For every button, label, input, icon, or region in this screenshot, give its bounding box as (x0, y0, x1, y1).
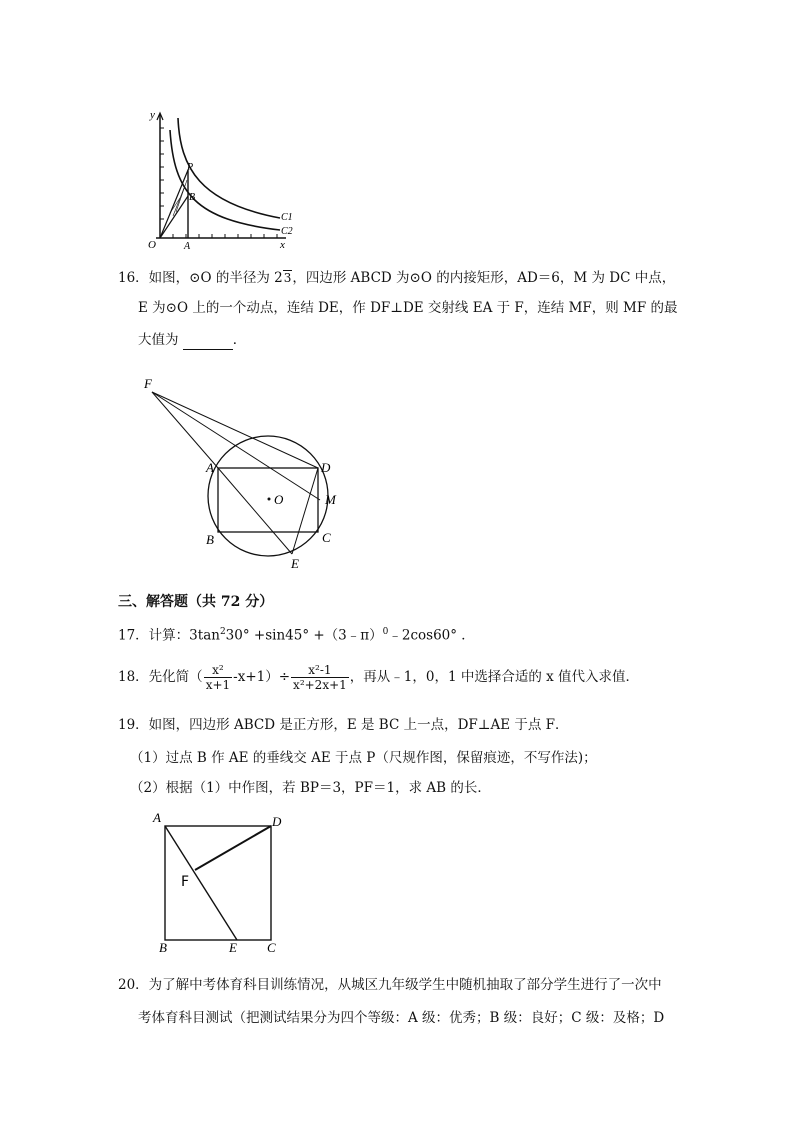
q20-line1: 20．为了解中考体育科目训练情况，从城区九年级学生中随机抽取了部分学生进行了一次中 (118, 977, 662, 993)
q17-exp2: 0 (382, 627, 389, 637)
q18-post: ，再从﹣1，0，1 中选择合适的 x 值代入求值． (349, 669, 640, 685)
square-figure (145, 808, 295, 958)
q16-line3-end: ． (232, 332, 247, 348)
q17-pre: 17．计算：3tan (118, 627, 220, 644)
fig19-label-d: D (272, 814, 282, 829)
fig19-label-b: B (159, 940, 167, 955)
fig16-label-b: B (206, 532, 214, 547)
q18-f1-num: x² (204, 663, 232, 678)
q16-line1-post: ，四边形 ABCD 为⊙O 的内接矩形，AD＝6，M 为 DC 中点， (292, 270, 676, 286)
fig16-label-d: D (321, 460, 331, 475)
q17-exp1: 2 (219, 627, 226, 637)
q20-line2: 考体育科目测试（把测试结果分为四个等级：A 级：优秀；B 级：良好；C 级：及格；D (138, 1010, 665, 1026)
fig19-label-f: F (181, 874, 190, 890)
q16-line2: E 为⊙O 上的一个动点，连结 DE，作 DF⊥DE 交射线 EA 于 F，连结 MF，则 MF 的最 (138, 300, 678, 316)
fig16-label-a: A (206, 460, 214, 475)
q18-mid: -x+1）÷ (233, 669, 291, 685)
q16-line1 (118, 268, 675, 288)
q17-mid: 30° +sin45° +（3﹣π） (225, 627, 383, 644)
circle-rectangle-figure (140, 372, 350, 572)
fig16-label-o: O (274, 492, 284, 507)
label-c1: C1 (281, 212, 293, 223)
fig16-label-e: E (291, 556, 299, 571)
answer-blank (183, 335, 233, 350)
fig19-label-a: A (153, 810, 161, 825)
q18-f1-den: x+1 (205, 678, 231, 692)
q17-line (118, 622, 475, 646)
label-a: A (184, 241, 191, 252)
q17-post: ﹣2cos60° ． (388, 627, 475, 644)
q18-f2-num: x²-1 (291, 663, 349, 678)
section-heading: 三、解答题（共 72 分） (118, 594, 274, 610)
label-x: x (280, 239, 285, 251)
q16-sqrt: 3 (283, 271, 292, 285)
q19-line3: （2）根据（1）中作图，若 BP＝3，PF＝1，求 AB 的长． (130, 780, 491, 796)
q18-f2-den: x²+2x+1 (293, 678, 347, 692)
q18-fraction1 (204, 663, 232, 692)
q16-line3 (138, 330, 246, 350)
hyperbola-figure (140, 108, 293, 252)
q19-line2: （1）过点 B 作 AE 的垂线交 AE 于点 P（尺规作图，保留痕迹，不写作法)； (130, 750, 597, 766)
line-df (195, 826, 271, 870)
curve-c1 (178, 118, 280, 218)
q19-line1: 19．如图，四边形 ABCD 是正方形，E 是 BC 上一点，DF⊥AE 于点 F． (118, 717, 569, 733)
fig16-label-f: F (144, 376, 152, 391)
q18-line (118, 660, 639, 694)
label-origin: O (148, 239, 156, 251)
fig16-label-c: C (322, 530, 331, 545)
label-b: B (189, 192, 196, 203)
label-p: P (187, 162, 194, 173)
fig19-label-e: E (229, 940, 237, 955)
label-y: y (150, 109, 155, 121)
fig16-label-m: M (325, 492, 336, 507)
q18-pre: 18．先化简（ (118, 669, 203, 685)
line-ae (165, 826, 237, 940)
q18-fraction2 (291, 663, 349, 692)
q16-line1-pre: 16．如图，⊙O 的半径为 2 (118, 270, 283, 286)
fig19-label-c: C (267, 940, 276, 955)
label-c2: C2 (281, 226, 293, 237)
q16-line3-text: 大值为 (138, 332, 179, 348)
